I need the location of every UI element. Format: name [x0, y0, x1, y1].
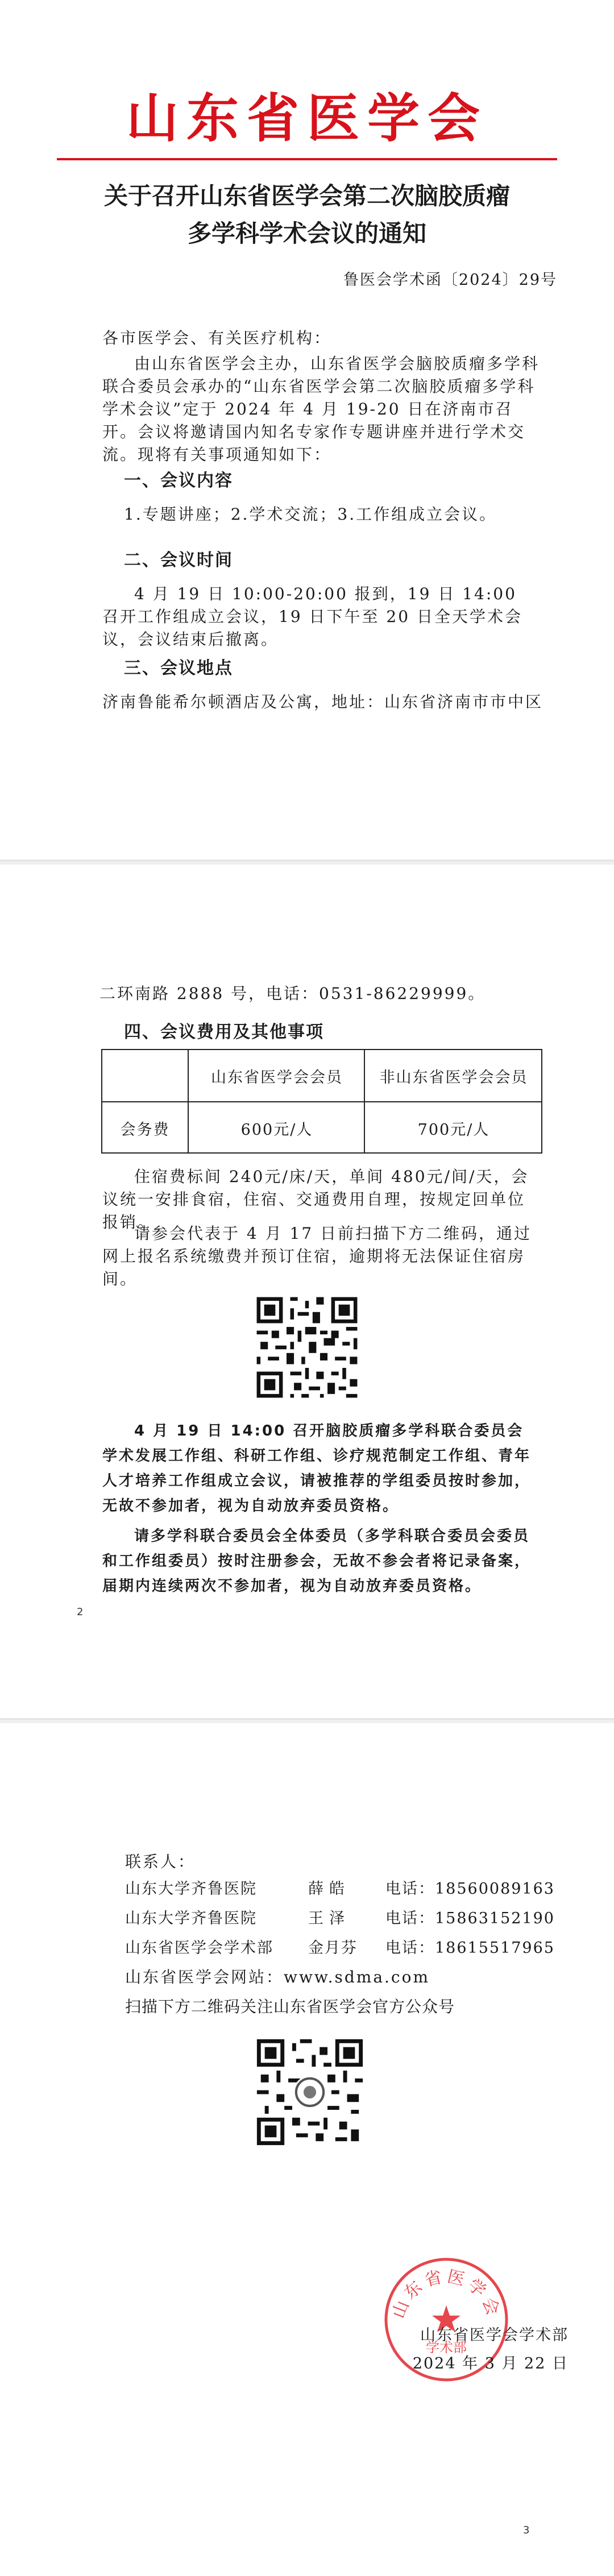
fee-table-header-row: [102, 1050, 541, 1101]
fee-table-header-cell: [102, 1050, 188, 1101]
stamp-text: 山东省医学会: [388, 2266, 504, 2321]
bold-paragraph-2: 请多学科联合委员会全体委员（多学科联合委员会委员和工作组委员）按时注册参会，无故不参会者将记录备案，届期内连续两次不参加者，视为自动放弃委员资格。: [102, 1528, 532, 1595]
contact-phone: 电话：15863152190: [385, 1910, 555, 1927]
document-title-line-2: 多学科学术会议的通知: [187, 219, 426, 247]
section-2-text: 4 月 19 日 10:00-20:00 报到，19 日 14:00 召开工作组成立会议，19 日下午至 20 日全天学术会议，会议结束后撤离。: [102, 584, 522, 649]
header-red-rule: [57, 158, 557, 160]
intro-paragraph: 由山东省医学会主办，山东省医学会脑胶质瘤多学科联合委员会承办的“山东省医学会第二次脑胶质瘤多学科学术会议”定于 2024 年 4 月 19-20 日在济南市召开。会议将邀请国内知名专家作专题讲座并进行学术交流。现将有关事项通知如下：: [102, 354, 540, 464]
page-separator: [0, 1720, 614, 1723]
section-1-text: 1.专题讲座；2.学术交流；3.工作组成立会议。: [124, 505, 497, 524]
bold-paragraph-1: 4 月 19 日 14:00 召开脑胶质瘤多学科联合委员会学术发展工作组、科研工作组、诊疗规范制定工作组、青年人才培养工作组成立会议，请被推荐的学组委员按时参加，无故不参加者，视为自动放弃委员资格。: [102, 1422, 532, 1515]
contact-phone: 电话：18560089163: [385, 1880, 555, 1898]
lodging-paragraph: 住宿费标间 240元/床/天，单间 480元/间/天，会议统一安排食宿，住宿、交通费用自理，按规定回单位报销。: [102, 1167, 529, 1231]
page-separator: [0, 861, 614, 865]
signature-organization: 山东省医学会学术部: [420, 2326, 569, 2344]
section-heading-4: 四、会议费用及其他事项: [124, 1022, 324, 1042]
fee-table: [101, 1049, 542, 1154]
fee-table-header-cell: 山东省医学会会员: [188, 1050, 365, 1101]
website-line: 山东省医学会网站：www.sdma.com: [125, 1968, 430, 1986]
contact-org: 山东大学齐鲁医院: [125, 1910, 257, 1927]
document-number: 鲁医会学术函〔2024〕29号: [343, 271, 557, 289]
wechat-qr-code[interactable]: [253, 2035, 367, 2149]
fee-table-cell: 600元/人: [188, 1102, 365, 1154]
contacts-label: 联系人：: [125, 1852, 196, 1871]
document-title-line-1: 关于召开山东省医学会第二次脑胶质瘤: [103, 182, 510, 210]
registration-paragraph: 请参会代表于 4 月 17 日前扫描下方二维码，通过网上报名系统缴费并预订住宿，逾期将无法保证住宿房间。: [102, 1224, 532, 1288]
contact-org: 山东省医学会学术部: [125, 1939, 273, 1957]
contact-person: 金月芬: [308, 1939, 358, 1957]
fee-table-cell: 700元/人: [364, 1102, 542, 1154]
fee-table-row: [102, 1101, 541, 1154]
contact-phone: 电话：18615517965: [385, 1939, 555, 1957]
address-continuation: 二环南路 2888 号，电话：0531-86229999。: [99, 984, 486, 1003]
page-number: 3: [523, 2524, 530, 2536]
fee-table-cell: 会务费: [120, 1121, 170, 1139]
section-heading-1: 一、会议内容: [124, 471, 233, 491]
stamp-subtext: 学术部: [426, 2339, 467, 2355]
section-heading-2: 二、会议时间: [124, 550, 233, 570]
contact-row: [125, 1906, 569, 1928]
section-3-text: 济南鲁能希尔顿酒店及公寓，地址：山东省济南市市中区: [102, 692, 544, 711]
qr-caption: 扫描下方二维码关注山东省医学会官方公众号: [125, 1997, 455, 2016]
contact-person: 薛皓: [308, 1880, 350, 1898]
contact-person: 王泽: [308, 1910, 350, 1927]
contact-row: [125, 1935, 569, 1958]
contact-org: 山东大学齐鲁医院: [125, 1880, 257, 1898]
org-header: 山东省医学会: [126, 88, 488, 149]
salutation: 各市医学会、有关医疗机构：: [102, 329, 332, 347]
contact-row: [125, 1876, 569, 1899]
registration-qr-code[interactable]: [253, 1293, 361, 1401]
signature-date: 2024 年 3 月 22 日: [412, 2355, 569, 2372]
page-number: 2: [77, 1606, 84, 1618]
fee-table-header-cell: 非山东省医学会会员: [364, 1050, 542, 1101]
section-heading-3: 三、会议地点: [124, 658, 233, 678]
